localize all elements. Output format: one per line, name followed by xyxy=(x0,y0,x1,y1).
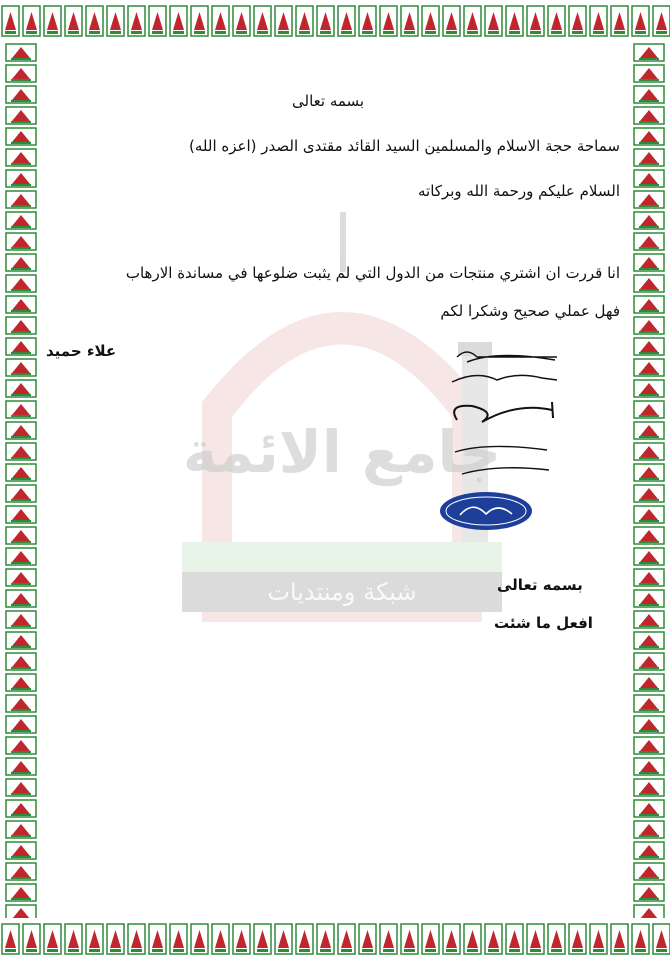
handwritten-reply xyxy=(437,342,567,482)
watermark-title: جامع الائمة xyxy=(182,418,502,486)
ink-seal-stamp xyxy=(438,490,534,532)
letter-question-line-2: فهل عملي صحيح وشكرا لكم xyxy=(440,302,620,320)
reply-basmala: بسمه تعالى xyxy=(497,576,583,594)
reply-answer: افعل ما شئت xyxy=(494,614,593,632)
decorative-border-top xyxy=(0,0,670,42)
letter-addressee: سماحة حجة الاسلام والمسلمين السيد القائد مقتدى الصدر (اعزه الله) xyxy=(189,137,620,155)
decorative-border-bottom xyxy=(0,918,670,960)
letter-basmala: بسمه تعالى xyxy=(292,92,365,110)
letter-sender-name: علاء حميد xyxy=(46,342,117,360)
watermark-subtitle: شبكة ومنتديات xyxy=(267,578,417,606)
letter-greeting: السلام عليكم ورحمة الله وبركاته xyxy=(418,182,620,200)
letter-question-line-1: انا قررت ان اشتري منتجات من الدول التي لم يثبت ضلوعها في مساندة الارهاب xyxy=(125,264,620,282)
decorative-border-left xyxy=(0,0,42,960)
letter-page xyxy=(42,42,628,918)
decorative-border-right xyxy=(628,0,670,960)
